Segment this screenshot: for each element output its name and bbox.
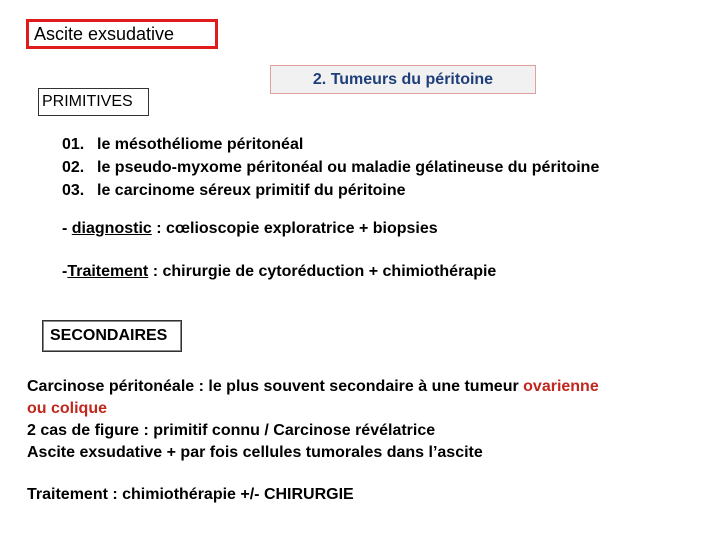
list-text: le pseudo-myxome péritonéal ou maladie gélatineuse du péritoine xyxy=(97,159,600,176)
diagnostic-label: diagnostic xyxy=(71,220,152,237)
traitement-secondaires-line: Traitement : chimiothérapie +/- CHIRURGIE xyxy=(27,486,354,503)
ovarienne-text: ovarienne xyxy=(523,378,599,395)
slide-title: Ascite exsudative xyxy=(26,19,218,49)
traitement-label: Traitement xyxy=(67,263,149,280)
list-item xyxy=(62,179,599,202)
traitement-prefix: - xyxy=(62,263,68,280)
secondaires-label: SECONDAIRES xyxy=(42,320,182,352)
diagnostic-text: : cœlioscopie exploratrice + biopsies xyxy=(151,220,438,237)
secondaires-line-4: Ascite exsudative + par fois cellules tumorales dans l’ascite xyxy=(27,444,483,461)
secondaires-paragraph xyxy=(27,376,599,464)
list-item xyxy=(62,133,599,156)
section-header-tab: 2. Tumeurs du péritoine xyxy=(270,65,536,94)
secondaires-line-2: ou colique xyxy=(27,400,107,417)
secondaires-line-3: 2 cas de figure : primitif connu / Carcinose révélatrice xyxy=(27,422,436,439)
list-item xyxy=(62,156,599,179)
traitement-text: : chirurgie de cytoréduction + chimiothérapie xyxy=(148,263,497,280)
list-text: le carcinome séreux primitif du péritoine xyxy=(97,182,406,199)
carcinose-text: Carcinose péritonéale : le plus souvent secondaire à une tumeur xyxy=(27,378,524,395)
diagnostic-line xyxy=(62,220,438,238)
traitement-primitives-line xyxy=(62,263,496,281)
primitives-list xyxy=(62,133,599,202)
list-number: 01. xyxy=(62,136,85,153)
list-number: 03. xyxy=(62,182,85,199)
primitives-label: PRIMITIVES xyxy=(38,88,149,116)
secondaires-line-1 xyxy=(27,376,599,398)
diagnostic-prefix: - xyxy=(62,220,72,237)
list-text: le mésothéliome péritonéal xyxy=(97,136,304,153)
list-number: 02. xyxy=(62,159,85,176)
